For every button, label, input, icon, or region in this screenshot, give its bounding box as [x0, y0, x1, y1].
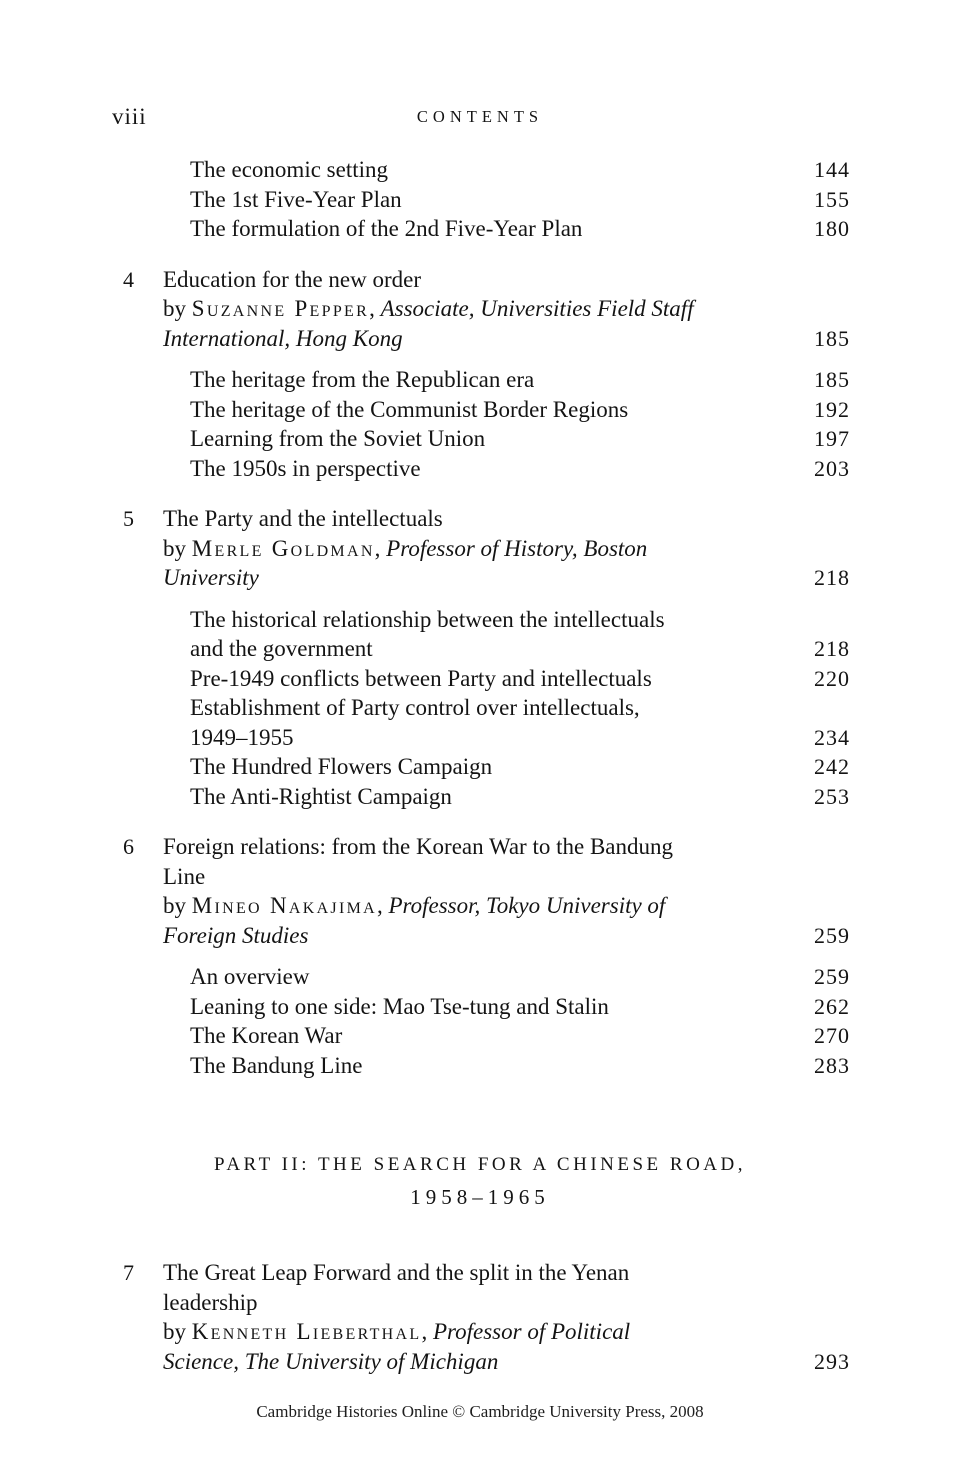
affiliation-text: Science, The University of Michigan: [163, 1348, 499, 1374]
entry-line: [190, 962, 850, 992]
toc-sub-entry: [190, 782, 850, 812]
entry-text: [190, 962, 850, 992]
entry-text: [163, 832, 850, 950]
title-text: by: [163, 893, 192, 918]
page-folio: viii: [112, 104, 147, 129]
page-number: 220: [814, 665, 850, 691]
page-number: 259: [814, 922, 850, 948]
chapter-number: 6: [123, 834, 134, 859]
affiliation-text: Professor of History, Boston: [386, 535, 648, 561]
page-number: 203: [814, 455, 850, 481]
toc-sub-entry: [190, 752, 850, 782]
entry-line: [163, 891, 850, 921]
toc-sub-entry: [190, 454, 850, 484]
toc: [0, 155, 960, 1376]
title-text: The 1st Five-Year Plan: [190, 186, 402, 212]
title-text: and the government: [190, 636, 373, 661]
entry-text: [163, 504, 850, 593]
entry-line: [163, 324, 850, 354]
page-number: 144: [814, 157, 850, 182]
chapter-number: 7: [123, 1260, 134, 1285]
entry-line: [190, 992, 850, 1022]
title-text: ,: [421, 1319, 433, 1344]
entry-text: [190, 752, 850, 782]
entry-text: [190, 155, 850, 185]
entry-line: [0, 1182, 960, 1212]
title-text: by: [163, 535, 192, 561]
title-text: Education for the new order: [163, 266, 422, 292]
toc-sub-entry: [190, 992, 850, 1022]
toc-sub-entry: [190, 424, 850, 454]
entry-text: [190, 214, 850, 244]
page-number: 185: [814, 367, 850, 392]
title-text: Establishment of Party control over intellectuals,: [190, 695, 640, 720]
entry-text: [190, 992, 850, 1022]
toc-sub-entry: [190, 962, 850, 992]
entry-line: [190, 693, 850, 723]
title-text: ,: [376, 893, 389, 918]
entry-text: [190, 454, 850, 484]
title-text: The formulation of the 2nd Five-Year Plan: [190, 216, 583, 241]
entry-text: [163, 1258, 850, 1376]
title-text: The Korean War: [190, 1023, 343, 1048]
entry-line: [190, 365, 850, 395]
title-text: The heritage of the Communist Border Regions: [190, 396, 629, 422]
toc-sub-entry: [190, 155, 850, 185]
entry-line: [190, 185, 850, 215]
entry-text: [190, 395, 850, 425]
title-text: The historical relationship between the intellectuals: [190, 606, 665, 632]
page-number: 259: [814, 964, 850, 989]
title-text: Pre-1949 conflicts between Party and intellectuals: [190, 665, 652, 691]
entry-text: [0, 1150, 960, 1212]
entry-line: [163, 504, 850, 534]
running-header: CONTENTS: [416, 107, 544, 126]
title-text: Foreign relations: from the Korean War to the Bandung: [163, 834, 673, 859]
toc-sub-entry: [190, 214, 850, 244]
entry-line: [190, 1021, 850, 1051]
entry-line: [0, 1150, 960, 1180]
title-text: leadership: [163, 1289, 258, 1315]
title-text: The Great Leap Forward and the split in the Yenan: [163, 1260, 630, 1285]
affiliation-text: Associate, Universities Field Staff: [380, 296, 694, 321]
entry-text: [190, 605, 850, 664]
affiliation-text: University: [163, 565, 259, 590]
entry-text: [190, 1021, 850, 1051]
entry-line: [190, 155, 850, 185]
entry-line: [163, 1347, 850, 1377]
toc-sub-entry: [190, 1021, 850, 1051]
entry-text: [190, 693, 850, 752]
author-name: Merle Goldman: [191, 535, 375, 561]
entry-line: [190, 752, 850, 782]
title-text: 1958–1965: [410, 1185, 550, 1209]
entry-line: [190, 723, 850, 753]
title-text: ,: [374, 535, 387, 561]
page-number: 180: [814, 216, 850, 241]
entry-line: [190, 1051, 850, 1081]
title-text: The Hundred Flowers Campaign: [190, 754, 493, 779]
title-text: Line: [163, 863, 206, 889]
entry-line: [190, 605, 850, 635]
page-number: 242: [814, 754, 850, 779]
entry-line: [163, 534, 850, 564]
title-text: by: [163, 1319, 192, 1344]
entry-line: [163, 265, 850, 295]
toc-chapter-entry: [123, 265, 850, 354]
entry-text: [163, 265, 850, 354]
author-name: Mineo Nakajima: [191, 893, 377, 918]
copyright-footer: Cambridge Histories Online © Cambridge University Press, 2008: [256, 1402, 704, 1421]
entry-line: [163, 921, 850, 951]
entry-line: [163, 832, 850, 862]
entry-line: [163, 1258, 850, 1288]
page-number: 218: [814, 565, 850, 590]
chapter-number: 5: [123, 506, 134, 531]
page-number: 293: [814, 1348, 850, 1374]
title-text: The Anti-Rightist Campaign: [190, 783, 452, 809]
page-number: 197: [814, 426, 850, 451]
toc-sub-entry: [190, 693, 850, 752]
toc-sub-entry: [190, 1051, 850, 1081]
toc-chapter-entry: [123, 1258, 850, 1376]
page-number: 155: [814, 186, 850, 212]
entry-line: [163, 1317, 850, 1347]
title-text: The 1950s in perspective: [190, 455, 421, 481]
page-number: 283: [814, 1052, 850, 1078]
toc-chapter-entry: [123, 504, 850, 593]
page-number: 234: [814, 724, 850, 750]
title-text: The Bandung Line: [190, 1052, 363, 1078]
title-text: by: [163, 296, 192, 321]
entry-line: [163, 862, 850, 892]
entry-line: [163, 563, 850, 593]
entry-line: [190, 454, 850, 484]
entry-line: [190, 214, 850, 244]
entry-line: [190, 634, 850, 664]
title-text: An overview: [190, 964, 310, 989]
title-text: Learning from the Soviet Union: [190, 426, 486, 451]
entry-text: [190, 185, 850, 215]
toc-chapter-entry: [123, 832, 850, 950]
page-number: 262: [814, 993, 850, 1019]
entry-line: [190, 782, 850, 812]
author-name: Kenneth Lieberthal: [191, 1319, 422, 1344]
chapter-number: 4: [123, 266, 134, 292]
affiliation-text: Professor, Tokyo University of: [388, 893, 666, 918]
affiliation-text: Professor of Political: [432, 1319, 631, 1344]
entry-text: [190, 1051, 850, 1081]
title-text: The Party and the intellectuals: [163, 506, 443, 531]
title-text: The economic setting: [190, 157, 388, 182]
entry-text: [190, 782, 850, 812]
entry-line: [190, 395, 850, 425]
page-number: 270: [814, 1023, 850, 1048]
entry-line: [190, 664, 850, 694]
toc-sub-entry: [190, 605, 850, 664]
entry-line: [190, 424, 850, 454]
entry-text: [190, 664, 850, 694]
title-text: PART II: THE SEARCH FOR A CHINESE ROAD,: [214, 1154, 746, 1175]
part-heading: [0, 1150, 960, 1212]
entry-line: [163, 294, 850, 324]
toc-sub-entry: [190, 365, 850, 395]
page-number: 185: [814, 325, 850, 351]
entry-text: [190, 424, 850, 454]
toc-sub-entry: [190, 185, 850, 215]
toc-sub-entry: [190, 395, 850, 425]
page-number: 192: [814, 396, 850, 422]
title-text: Leaning to one side: Mao Tse-tung and Stalin: [190, 993, 609, 1019]
title-text: The heritage from the Republican era: [190, 367, 535, 392]
author-name: Suzanne Pepper: [191, 296, 370, 321]
toc-sub-entry: [190, 664, 850, 694]
title-text: 1949–1955: [190, 724, 294, 750]
affiliation-text: Foreign Studies: [163, 922, 309, 948]
title-text: ,: [369, 296, 381, 321]
entry-line: [163, 1288, 850, 1318]
affiliation-text: International, Hong Kong: [163, 325, 403, 351]
entry-text: [190, 365, 850, 395]
page-number: 218: [814, 636, 850, 661]
page-number: 253: [814, 783, 850, 809]
